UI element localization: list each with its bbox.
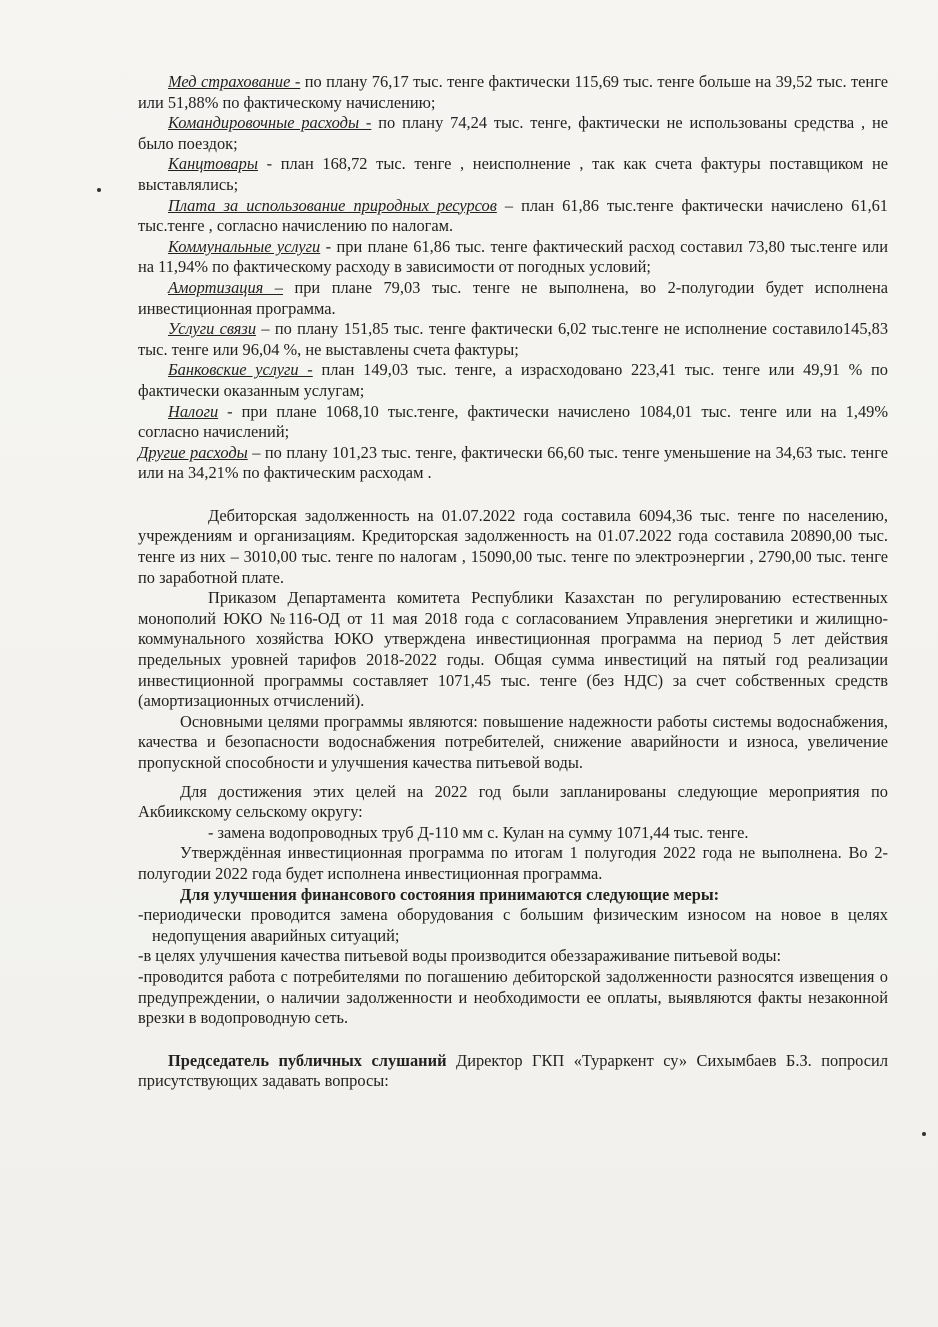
chair-paragraph <box>138 1051 888 1092</box>
spacer <box>138 774 888 782</box>
expense-item <box>138 360 888 401</box>
replacement-paragraph: - замена водопроводных труб Д-110 мм с. Кулан на сумму 1071,44 тыс. тенге. <box>208 822 749 842</box>
expense-term: Другие расходы <box>138 442 248 462</box>
expense-term: Амортизация – <box>168 277 283 297</box>
expense-item <box>138 72 888 113</box>
expense-text: по плану 76,17 тыс. тенге фактически 115,69 тыс. тенге больше на 39,52 тыс. тенге или 51,88% по фактическому начислению; <box>138 72 888 112</box>
expense-item <box>138 278 888 319</box>
chair-label: Председатель публичных слушаний <box>168 1050 447 1070</box>
order-paragraph: Приказом Департамента комитета Республики Казахстан по регулированию естественных монополий ЮКО №116-ОД от 11 мая 2018 года с согласованием Управления энергетики и жилищно-коммунального хозяйства ЮКО утверждена инвестиционная программа на период 5 лет действия предельных уровней тарифов 2018-2022 годы. Общая сумма инвестиций на пятый год реализации инвестиционной программы составляет 1071,45 тыс. тенге (без НДС) за счет собственных средств (амортизационных отчислений). <box>138 588 888 711</box>
expense-text: - при плане 61,86 тыс. тенге фактический расход составил 73,80 тыс.тенге или на 11,94% по фактическому расходу в зависимости от погодных условий; <box>138 236 888 277</box>
expense-term: Командировочные расходы - <box>168 113 372 133</box>
planned-paragraph: Для достижения этих целей на 2022 год были запланированы следующие мероприятия по Акбиикскому сельскому округу: <box>138 781 888 822</box>
goals-paragraph: Основными целями программы являются: повышение надежности работы системы водоснабжения, качества и безопасности водоснабжения потребителей, снижение аварийности и износа, увеличение пропускной способности и улучшения качества питьевой воды. <box>138 711 888 772</box>
expense-text: при плане 79,03 тыс. тенге не выполнена, во 2-полугодии будет исполнена инвестиционная программа. <box>138 277 888 318</box>
expense-item <box>138 154 888 195</box>
measure-item: -периодически проводится замена оборудования с большим физическим износом на новое в целях недопущения аварийных ситуаций; <box>138 905 888 945</box>
expense-term: Налоги <box>168 401 219 421</box>
expense-item <box>138 402 888 443</box>
spacer <box>138 484 888 506</box>
expense-term: Банковские услуги - <box>168 360 313 380</box>
expense-text: – по плану 151,85 тыс. тенге фактически 6,02 тыс.тенге не исполнение составило145,83 тыс. тенге или 96,04 %, не выставлены счета фактуры; <box>138 319 889 359</box>
expense-text: - план 168,72 тыс. тенге , неисполнение , так как счета фактуры поставщиком не выставлялись; <box>138 154 888 194</box>
measures-list <box>138 905 888 1029</box>
expense-item <box>138 237 888 278</box>
measures-heading: Для улучшения финансового состояния принимаются следующие меры: <box>180 884 720 904</box>
expense-term: Плата за использование природных ресурсов <box>168 195 497 215</box>
measure-item: -в целях улучшения качества питьевой воды производится обеззараживание питьевой воды: <box>138 946 782 966</box>
debt-paragraph: Дебиторская задолженность на 01.07.2022 года составила 6094,36 тыс. тенге по населению, учреждениям и организациям. Кредиторская задолженность на 01.07.2022 года составила 20890,00 тыс. тенге из них – 3010,00 тыс. тенге по налогам , 15090,00 тыс. тенге по электроэнергии , 2790,00 тыс. тенге по заработной плате. <box>138 505 888 587</box>
expense-item <box>138 319 888 360</box>
expense-term: Мед страхование - <box>168 72 301 91</box>
approved-paragraph: Утверждённая инвестиционная программа по итогам 1 полугодия 2022 года не выполнена. Во 2-полугодии 2022 года будет исполнена инвестиционная программа. <box>138 843 888 883</box>
scan-speck <box>922 1132 926 1136</box>
scan-speck <box>97 188 101 192</box>
spacer <box>138 1029 888 1051</box>
expense-text: – по плану 101,23 тыс. тенге, фактически 66,60 тыс. тенге уменьшение на 34,63 тыс. тенге или на 34,21% по фактическим расходам . <box>138 442 888 483</box>
expense-item <box>138 196 888 237</box>
expense-item <box>138 113 888 154</box>
expense-text: - при плане 1068,10 тыс.тенге, фактически начислено 1084,01 тыс. тенге или на 1,49% согласно начислений; <box>138 401 888 442</box>
expense-text: план 149,03 тыс. тенге, а израсходовано 223,41 тыс. тенге или 49,91 % по фактически оказанным услугам; <box>138 360 888 400</box>
expense-item <box>138 443 888 484</box>
expense-term: Коммунальные услуги <box>168 236 321 256</box>
measure-item: -проводится работа с потребителями по погашению дебиторской задолженности разносятся извещения о предупреждении, о наличии задолженности и необходимости ее оплаты, выявляются факты незаконной врезки в водопроводную сеть. <box>138 966 888 1028</box>
document-body <box>138 72 888 1092</box>
expense-text: по плану 74,24 тыс. тенге, фактически не использованы средства , не было поездок; <box>138 113 888 153</box>
expense-term: Услуги связи <box>168 319 257 339</box>
expenses-list <box>138 72 888 484</box>
chair-text: Директор ГКП «Тураркент су» Сихымбаев Б.З. попросил присутствующих задавать вопросы: <box>138 1050 888 1091</box>
expense-term: Канцтовары <box>168 154 258 174</box>
expense-text: – план 61,86 тыс.тенге фактически начислено 61,61 тыс.тенге , согласно начислению по налогам. <box>138 195 888 236</box>
